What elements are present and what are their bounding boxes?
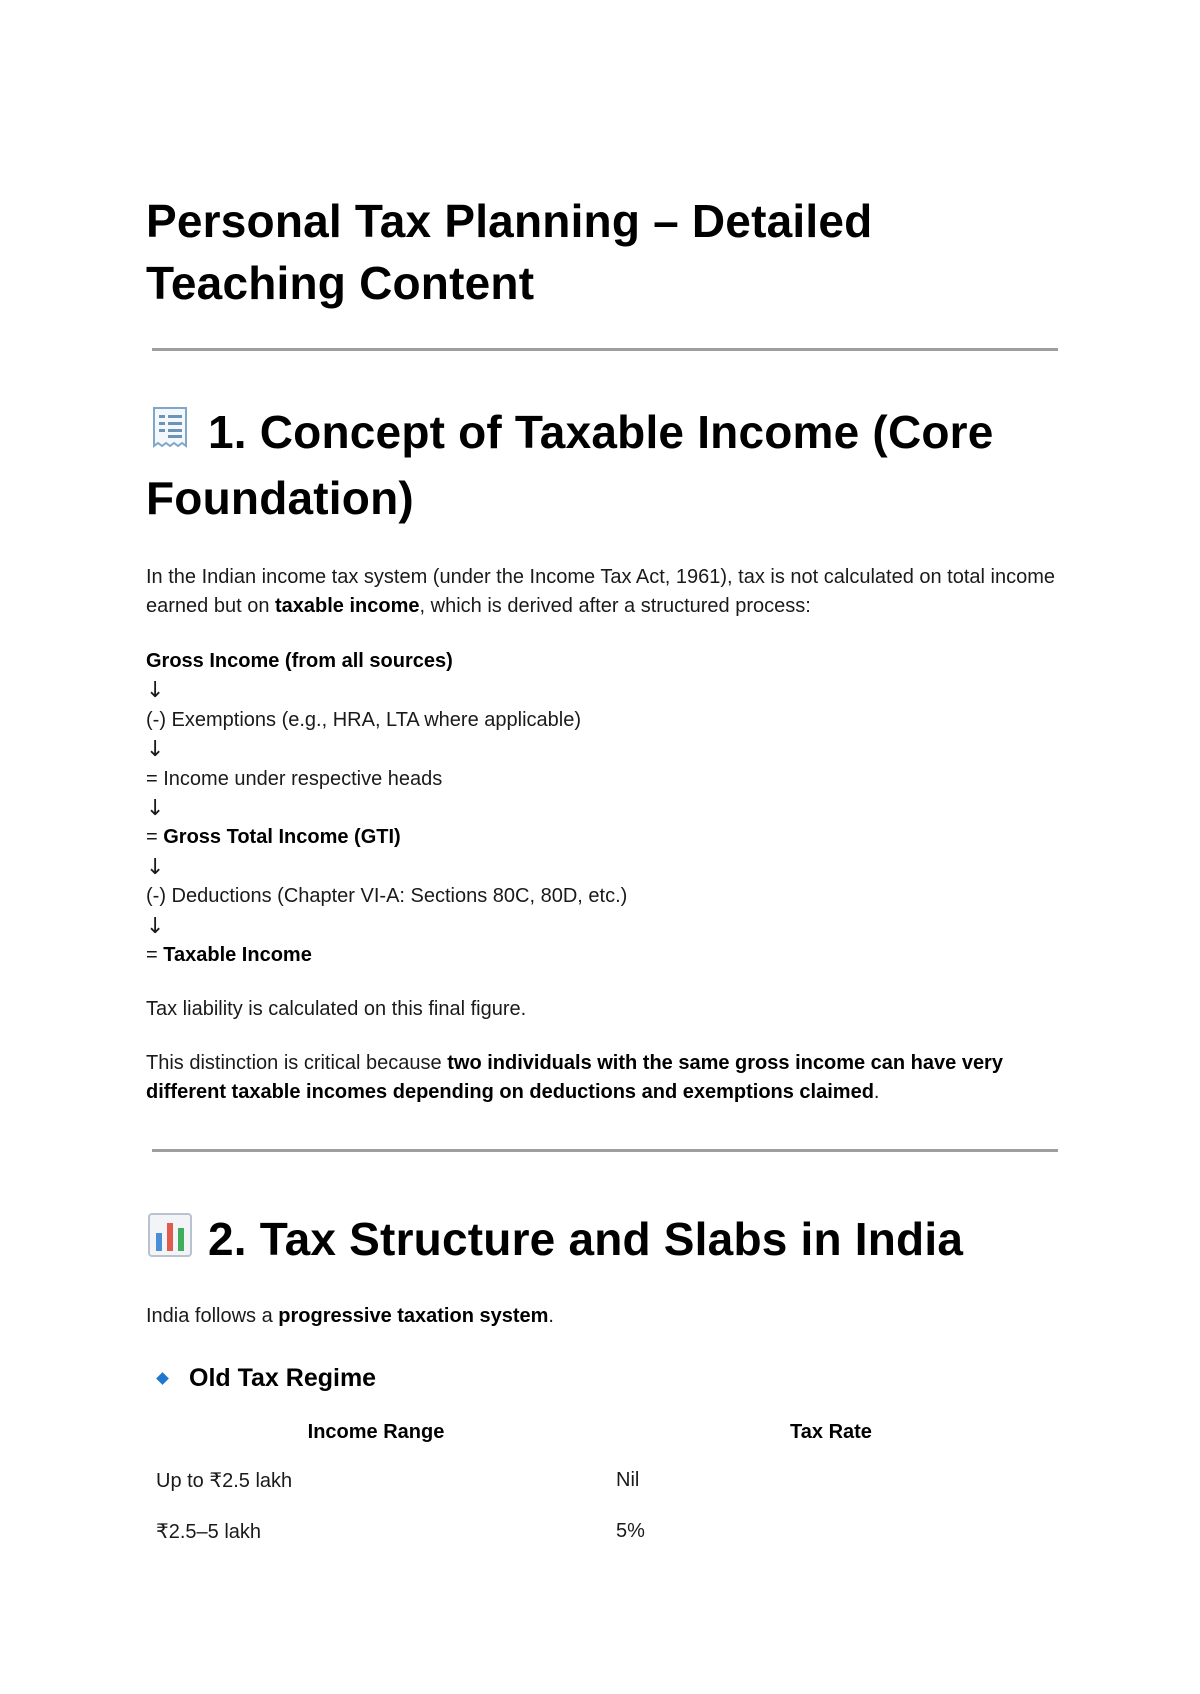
section-heading-text: 2. Tax Structure and Slabs in India xyxy=(208,1213,964,1266)
receipt-icon xyxy=(146,404,194,467)
distinction-bold-text: two individuals with the same gross income can have very different taxable incomes depending on deductions and exemptions claimed xyxy=(146,1052,1003,1104)
intro-bold-text: taxable income xyxy=(275,595,420,617)
distinction-text: This distinction is critical because xyxy=(146,1052,448,1075)
down-arrow-icon: ↓ xyxy=(146,678,165,704)
flow-prefix: = xyxy=(146,944,164,967)
horizontal-divider xyxy=(152,348,1058,351)
flow-step-deductions: (-) Deductions (Chapter VI-A: Sections 80C, 80D, etc.) xyxy=(146,885,628,908)
flow-prefix: = xyxy=(146,826,164,849)
section-heading-text: 1. Concept of Taxable Income (Core Foundation) xyxy=(146,406,994,524)
table-header-tax-rate: Tax Rate xyxy=(790,1420,872,1443)
down-arrow-icon: ↓ xyxy=(146,796,165,822)
table-cell-tax-rate: Nil xyxy=(616,1469,640,1492)
liability-paragraph: Tax liability is calculated on this final figure. xyxy=(146,998,527,1021)
table-cell-income-range: Up to ₹2.5 lakh xyxy=(156,1470,293,1493)
progressive-bold-text: progressive taxation system xyxy=(278,1305,549,1328)
down-arrow-icon: ↓ xyxy=(146,854,165,880)
horizontal-divider xyxy=(152,1149,1058,1152)
table-row xyxy=(146,1506,1056,1557)
distinction-paragraph xyxy=(146,1049,1056,1107)
flow-gti-bold: Gross Total Income (GTI) xyxy=(163,826,401,849)
flow-step-gti xyxy=(146,823,1056,852)
intro-text-end: , which is derived after a structured process: xyxy=(419,595,811,617)
intro-paragraph xyxy=(146,563,1056,621)
progressive-text: India follows a xyxy=(146,1305,279,1328)
bar-chart-icon xyxy=(146,1211,194,1274)
flow-taxable-bold: Taxable Income xyxy=(163,944,312,967)
distinction-text-end: . xyxy=(873,1081,880,1104)
table-row xyxy=(146,1455,1056,1506)
down-arrow-icon: ↓ xyxy=(146,913,165,939)
flow-step-income-heads: = Income under respective heads xyxy=(146,767,443,790)
table-cell-income-range: ₹2.5–5 lakh xyxy=(156,1521,262,1544)
tax-slab-table xyxy=(146,1409,1056,1557)
down-arrow-icon: ↓ xyxy=(146,737,165,763)
subsection-heading-text: Old Tax Regime xyxy=(189,1364,377,1393)
subsection-heading-old-regime xyxy=(146,1361,1056,1395)
intro-text: In the Indian income tax system (under the Income Tax Act, 1961), tax is not calculated on total income earned but on xyxy=(146,566,1056,617)
progressive-paragraph xyxy=(146,1302,1056,1331)
document-page xyxy=(146,190,1056,1557)
progressive-text-end: . xyxy=(548,1305,554,1328)
flow-step-exemptions: (-) Exemptions (e.g., HRA, LTA where applicable) xyxy=(146,708,581,731)
document-title: Personal Tax Planning – Detailed Teaching Content xyxy=(146,195,873,309)
flow-step-taxable-income xyxy=(146,941,1056,970)
table-header-row xyxy=(146,1409,1056,1455)
table-cell-tax-rate: 5% xyxy=(616,1520,645,1543)
income-flow xyxy=(146,647,1056,970)
section-heading-taxable-income xyxy=(146,401,1056,529)
blue-diamond-icon xyxy=(156,1372,169,1385)
flow-step-gross-income: Gross Income (from all sources) xyxy=(146,650,453,672)
section-heading-tax-structure xyxy=(146,1208,1056,1274)
table-header-income-range: Income Range xyxy=(307,1420,445,1443)
